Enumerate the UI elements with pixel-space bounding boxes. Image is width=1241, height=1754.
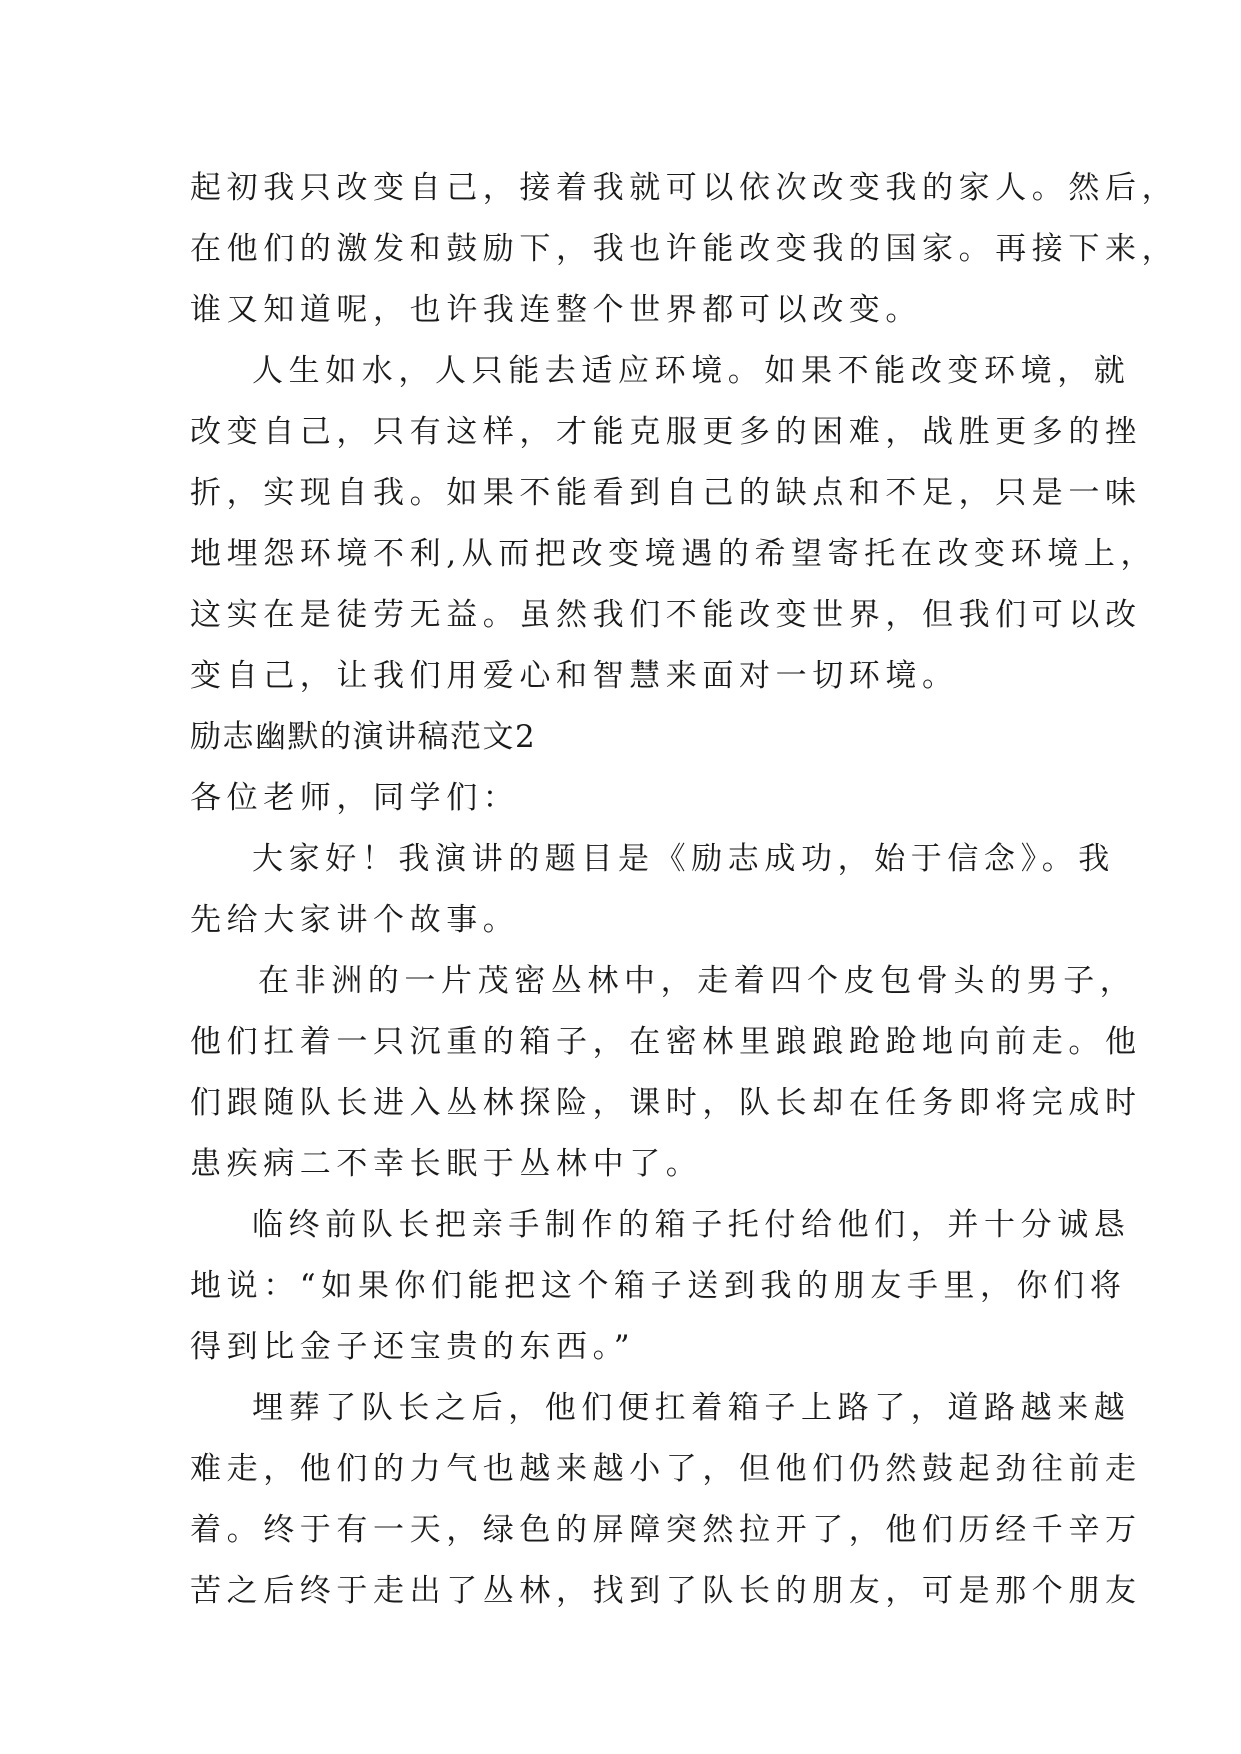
paragraph-line: 地埋怨环境不利,从而把改变境遇的希望寄托在改变环境上， xyxy=(190,536,1158,572)
paragraph-line: 在非洲的一片茂密丛林中，走着四个皮包骨头的男子， xyxy=(258,963,1137,999)
paragraph-line: 得到比金子还宝贵的东西。” xyxy=(190,1329,636,1365)
paragraph-line: 难走，他们的力气也越来越小了，但他们仍然鼓起劲往前走 xyxy=(190,1451,1142,1487)
paragraph-line: 变自己，让我们用爱心和智慧来面对一切环境。 xyxy=(190,658,959,694)
paragraph-line: 们跟随队长进入丛林探险，课时，队长却在任务即将完成时 xyxy=(190,1085,1142,1121)
salutation: 各位老师，同学们： xyxy=(190,780,520,816)
paragraph-line: 人生如水，人只能去适应环境。如果不能改变环境，就 xyxy=(252,353,1131,389)
paragraph-line: 在他们的激发和鼓励下，我也许能改变我的国家。再接下来， xyxy=(190,231,1179,267)
paragraph-line: 着。终于有一天，绿色的屏障突然拉开了，他们历经千辛万 xyxy=(190,1512,1142,1548)
paragraph-line: 苦之后终于走出了丛林，找到了队长的朋友，可是那个朋友 xyxy=(190,1573,1142,1609)
section-heading: 励志幽默的演讲稿范文2 xyxy=(190,719,537,755)
paragraph-line: 先给大家讲个故事。 xyxy=(190,902,520,938)
paragraph-line: 起初我只改变自己，接着我就可以依次改变我的家人。然后， xyxy=(190,170,1179,206)
paragraph-line: 患疾病二不幸长眠于丛林中了。 xyxy=(190,1146,703,1182)
paragraph-line: 大家好！我演讲的题目是《励志成功，始于信念》。我 xyxy=(252,841,1115,877)
paragraph-line: 谁又知道呢，也许我连整个世界都可以改变。 xyxy=(190,292,922,328)
paragraph-line: 埋葬了队长之后，他们便扛着箱子上路了，道路越来越 xyxy=(252,1390,1131,1426)
paragraph-line: 地说：“如果你们能把这个箱子送到我的朋友手里，你们将 xyxy=(190,1268,1127,1304)
paragraph-line: 临终前队长把亲手制作的箱子托付给他们，并十分诚恳 xyxy=(252,1207,1131,1243)
paragraph-line: 他们扛着一只沉重的箱子，在密林里踉踉跄跄地向前走。他 xyxy=(190,1024,1142,1060)
paragraph-line: 折，实现自我。如果不能看到自己的缺点和不足，只是一味 xyxy=(190,475,1142,511)
paragraph-line: 改变自己，只有这样，才能克服更多的困难，战胜更多的挫 xyxy=(190,414,1142,450)
paragraph-line: 这实在是徒劳无益。虽然我们不能改变世界，但我们可以改 xyxy=(190,597,1142,633)
